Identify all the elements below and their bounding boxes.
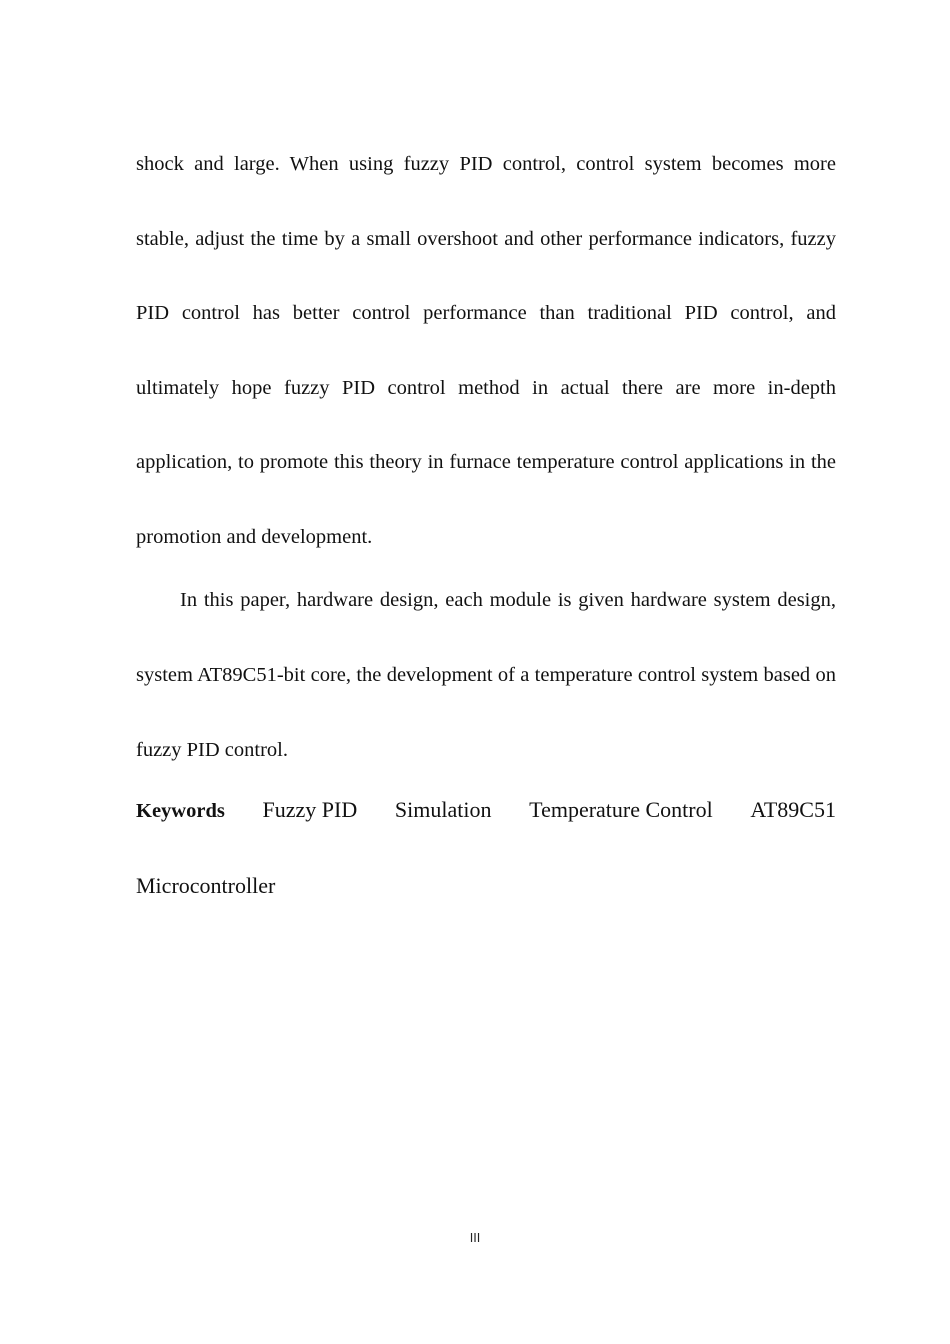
keyword-item: Simulation [394, 797, 492, 822]
keywords-label: Keywords [136, 800, 225, 822]
keyword-item: Temperature Control [529, 797, 713, 822]
keywords-section [136, 773, 836, 923]
keywords-line-1 [136, 773, 836, 849]
keyword-item: Fuzzy PID [262, 797, 358, 822]
abstract-paragraph-1: shock and large. When using fuzzy PID control, control system becomes more stable, adjust the time by a small overshoot and other performance indicators, fuzzy PID control has better control performance than traditional PID control, and ultimately hope fuzzy PID control method in actual there are more in-depth application, to promote this theory in furnace temperature control applications in the promotion and development. [136, 153, 836, 548]
page-number: III [469, 1231, 481, 1245]
keywords-line-2 [136, 849, 836, 924]
abstract-paragraph-2: In this paper, hardware design, each module is given hardware system design, system AT89C51-bit core, the development of a temperature control system based on fuzzy PID control. [136, 589, 836, 761]
keyword-item: Microcontroller [136, 872, 276, 898]
keyword-item: AT89C51 [750, 797, 836, 822]
